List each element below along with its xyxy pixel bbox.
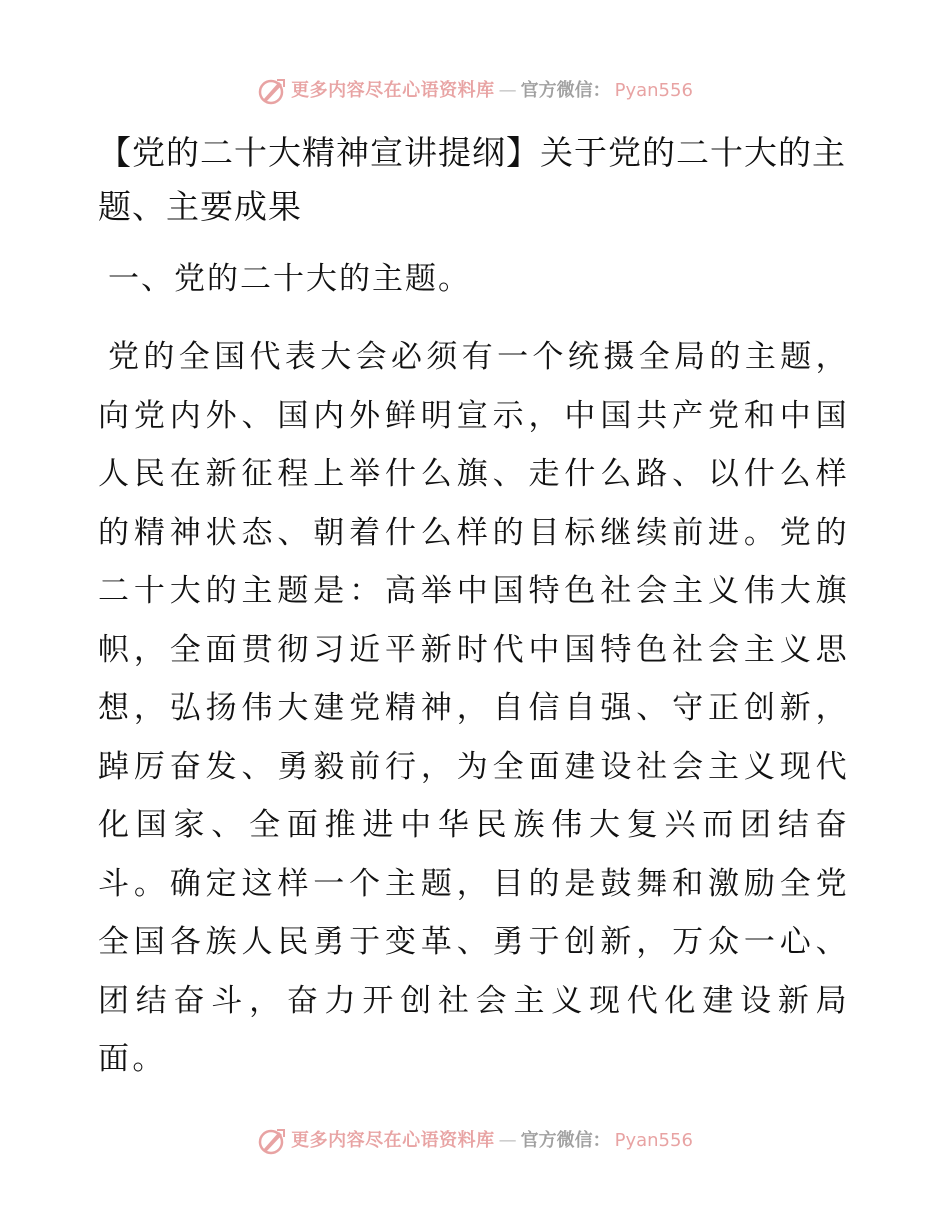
body-paragraph: 党的全国代表大会必须有一个统摄全局的主题，向党内外、国内外鲜明宣示，中国共产党和中国人民在新征程上举什么旗、走什么路、以什么样的精神状态、朝着什么样的目标继续前进。党的二十大的主题是：高举中国特色社会主义伟大旗帜，全面贯彻习近平新时代中国特色社会主义思想，弘扬伟大建党精神，自信自强、守正创新，踔厉奋发、勇毅前行，为全面建设社会主义现代化国家、全面推进中华民族伟大复兴而团结奋斗。确定这样一个主题，目的是鼓舞和激励全党全国各族人民勇于变革、勇于创新，万众一心、团结奋斗，奋力开创社会主义现代化建设新局面。 bbox=[98, 339, 850, 1077]
watermark-dash: — bbox=[498, 1130, 517, 1151]
watermark-dash: — bbox=[498, 80, 517, 101]
section-heading: 一、党的二十大的主题。 bbox=[108, 261, 471, 297]
watermark-wechat-id: Pyan556 bbox=[614, 80, 693, 101]
footer-watermark bbox=[0, 1126, 950, 1156]
document-title: 【党的二十大精神宣讲提纲】关于党的二十大的主题、主要成果 bbox=[98, 133, 846, 226]
watermark-wechat-label: 官方微信： bbox=[520, 80, 611, 101]
quill-pen-logo-icon bbox=[257, 1126, 287, 1156]
quill-pen-logo-icon bbox=[257, 76, 287, 106]
watermark-main-text: 更多内容尽在心语资料库 bbox=[291, 1130, 495, 1151]
header-watermark bbox=[0, 76, 950, 106]
watermark-wechat-label: 官方微信： bbox=[520, 1130, 611, 1151]
watermark-main-text: 更多内容尽在心语资料库 bbox=[291, 80, 495, 101]
watermark-wechat-id: Pyan556 bbox=[614, 1130, 693, 1151]
